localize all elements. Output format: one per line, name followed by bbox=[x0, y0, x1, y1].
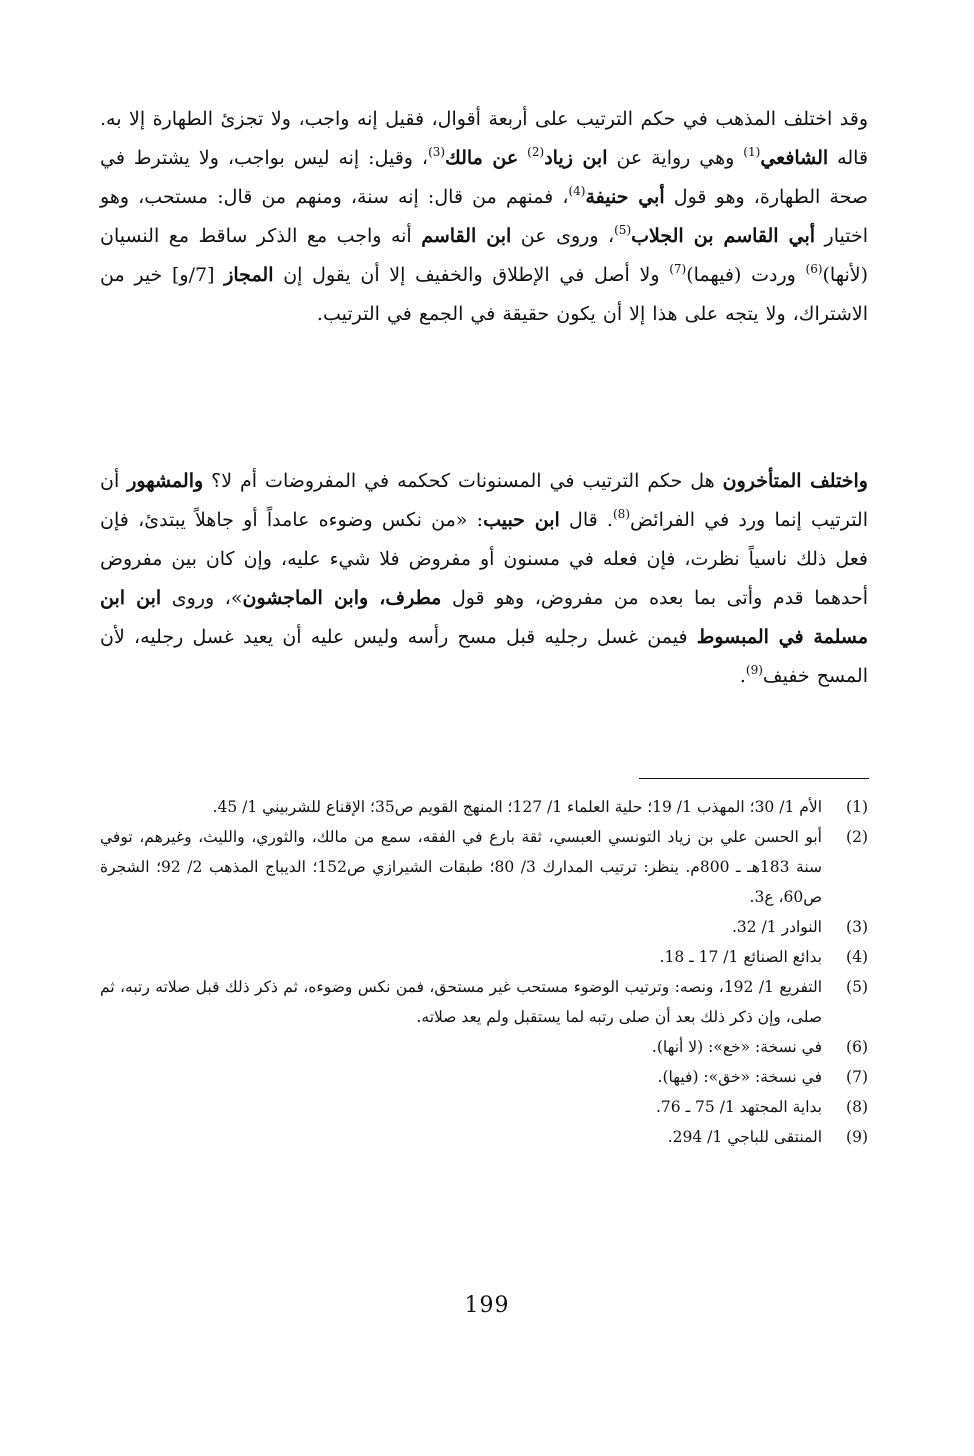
bold-name: أبي القاسم بن الجلاب bbox=[631, 225, 816, 247]
footnote-number: (6) bbox=[846, 1038, 868, 1056]
text-run: : «من نكس وضوءه عامداً أو جاهلاً يبتدئ، فإن فعل ذلك ناسياً نظرت، فإن فعله في مسنون أو مفروض فلا شيء عليه، وإن كان بين مفروض أحدهما قدم وأتى بما بعده من مفروض، وهو قول bbox=[100, 509, 868, 609]
text-run: ولا أصل في الإطلاق والخفيف إلا أن يقول إن bbox=[273, 264, 670, 286]
footnote-ref: (5) bbox=[614, 223, 632, 237]
footnote-number: (3) bbox=[846, 918, 868, 936]
footnote-item bbox=[100, 1122, 868, 1152]
text-run: فيمن غسل رجليه قبل مسح رأسه وليس عليه أن يعيد غسل رجليه، لأن المسح خفيف bbox=[100, 626, 868, 687]
text-run: ، وقيل: إنه ليس بواجب، ولا يشترط في صحة الطهارة، وهو قول bbox=[100, 147, 869, 208]
paragraph-later-scholars bbox=[100, 462, 868, 696]
footnote-item bbox=[100, 792, 868, 822]
footnote-ref: (9) bbox=[745, 663, 763, 677]
footnote-text: التفريع 1/ 192، ونصه: وترتيب الوضوء مستحب غير مستحق، فمن نكس وضوءه، ثم ذكر ذلك قبل صلاته رتبه، ثم صلى، وإن ذكر ذلك بعد أن صلى رتبه لما يستقبل ولم يعد صلاته. bbox=[100, 978, 822, 1026]
footnote-ref: (3) bbox=[428, 145, 446, 159]
footnote-text: الأم 1/ 30؛ المهذب 1/ 19؛ حلية العلماء 1/ 127؛ المنهج القويم ص35؛ الإقناع للشربيني 1/ 45. bbox=[212, 798, 822, 816]
text-run: وردت (فيهما) bbox=[686, 264, 806, 286]
text-run: أن الترتيب إنما ورد في الفرائض bbox=[100, 470, 868, 531]
footnote-text: أبو الحسن علي بن زياد التونسي العبسي، ثقة بارع في الفقه، سمع من مالك، والثوري، والليث، وغيرهم، توفي سنة 183هـ ـ 800م. ينظر: ترتيب المدارك 3/ 80؛ طبقات الشيرازي ص152؛ الديباج المذهب 2/ 92؛ الشجرة ص60، ع3. bbox=[100, 828, 822, 906]
footnote-text: في نسخة: «خق»: (فيها). bbox=[657, 1068, 822, 1086]
text-run: هل حكم الترتيب في المسنونات كحكمه في المفروضات أم لا؟ bbox=[203, 470, 723, 492]
bold-name: والمشهور bbox=[127, 470, 204, 492]
footnote-item bbox=[100, 912, 868, 942]
footnote-ref: (8) bbox=[612, 507, 630, 521]
footnote-number: (8) bbox=[846, 1098, 868, 1116]
bold-name: أبي حنيفة bbox=[585, 186, 665, 208]
text-run: . قال bbox=[559, 509, 613, 531]
paragraph-order-of-ablution bbox=[100, 100, 868, 334]
text-run: . bbox=[739, 665, 746, 687]
page-number: 199 bbox=[464, 1293, 510, 1318]
bold-name: ابن القاسم bbox=[421, 225, 512, 247]
bold-name: واختلف المتأخرون bbox=[722, 470, 868, 492]
footnote-text: المنتقى للباجي 1/ 294. bbox=[667, 1128, 822, 1146]
text-run: »، وروى bbox=[161, 587, 243, 609]
footnote-separator bbox=[639, 778, 869, 779]
bold-name: ابن حبيب bbox=[483, 509, 560, 531]
footnote-item bbox=[100, 1032, 868, 1062]
text-run: ، وروى عن bbox=[511, 225, 615, 247]
text-run: أنه واجب مع الذكر ساقط مع النسيان (لأنها) bbox=[100, 225, 869, 286]
footnote-ref: (6) bbox=[805, 262, 823, 276]
footnote-text: النوادر 1/ 32. bbox=[731, 918, 822, 936]
text-run bbox=[518, 147, 527, 169]
text-run: وهي رواية عن bbox=[607, 147, 744, 169]
bold-name: عن مالك bbox=[445, 147, 519, 169]
text-run: [7/و] خير من الاشتراك، ولا يتجه على هذا إلا أن يكون حقيقة في الجمع في الترتيب. bbox=[100, 264, 868, 325]
footnote-item bbox=[100, 942, 868, 972]
bold-name: ابن ابن مسلمة في المبسوط bbox=[100, 587, 869, 648]
footnote-ref: (2) bbox=[527, 145, 545, 159]
footnote-number: (2) bbox=[846, 828, 868, 846]
bold-name: الشافعي bbox=[760, 147, 829, 169]
bold-name: مطرف، وابن الماجشون bbox=[242, 587, 442, 609]
text-run: وقد اختلف المذهب في حكم الترتيب على أربعة أقوال، فقيل إنه واجب، ولا تجزئ الطهارة إلا به. قاله bbox=[100, 108, 869, 169]
footnote-item bbox=[100, 1062, 868, 1092]
footnote-item bbox=[100, 972, 868, 1032]
footnote-number: (9) bbox=[846, 1128, 868, 1146]
footnote-ref: (1) bbox=[743, 145, 761, 159]
footnote-text: في نسخة: «خع»: (لا أنها). bbox=[651, 1038, 822, 1056]
footnote-item bbox=[100, 822, 868, 912]
footnote-text: بداية المجتهد 1/ 75 ـ 76. bbox=[655, 1098, 822, 1116]
footnote-ref: (7) bbox=[669, 262, 687, 276]
footnote-item bbox=[100, 1092, 868, 1122]
footnote-number: (7) bbox=[846, 1068, 868, 1086]
footnote-ref: (4) bbox=[568, 184, 586, 198]
footnote-number: (5) bbox=[846, 978, 868, 996]
text-run: ، فمنهم من قال: إنه سنة، ومنهم من قال: مستحب، وهو اختيار bbox=[100, 186, 868, 247]
bold-name: ابن زياد bbox=[544, 147, 608, 169]
footnote-number: (4) bbox=[846, 948, 868, 966]
footnote-text: بدائع الصنائع 1/ 17 ـ 18. bbox=[659, 948, 822, 966]
footnotes-list bbox=[100, 792, 868, 1152]
bold-name: المجاز bbox=[224, 264, 274, 286]
footnote-number: (1) bbox=[846, 798, 868, 816]
